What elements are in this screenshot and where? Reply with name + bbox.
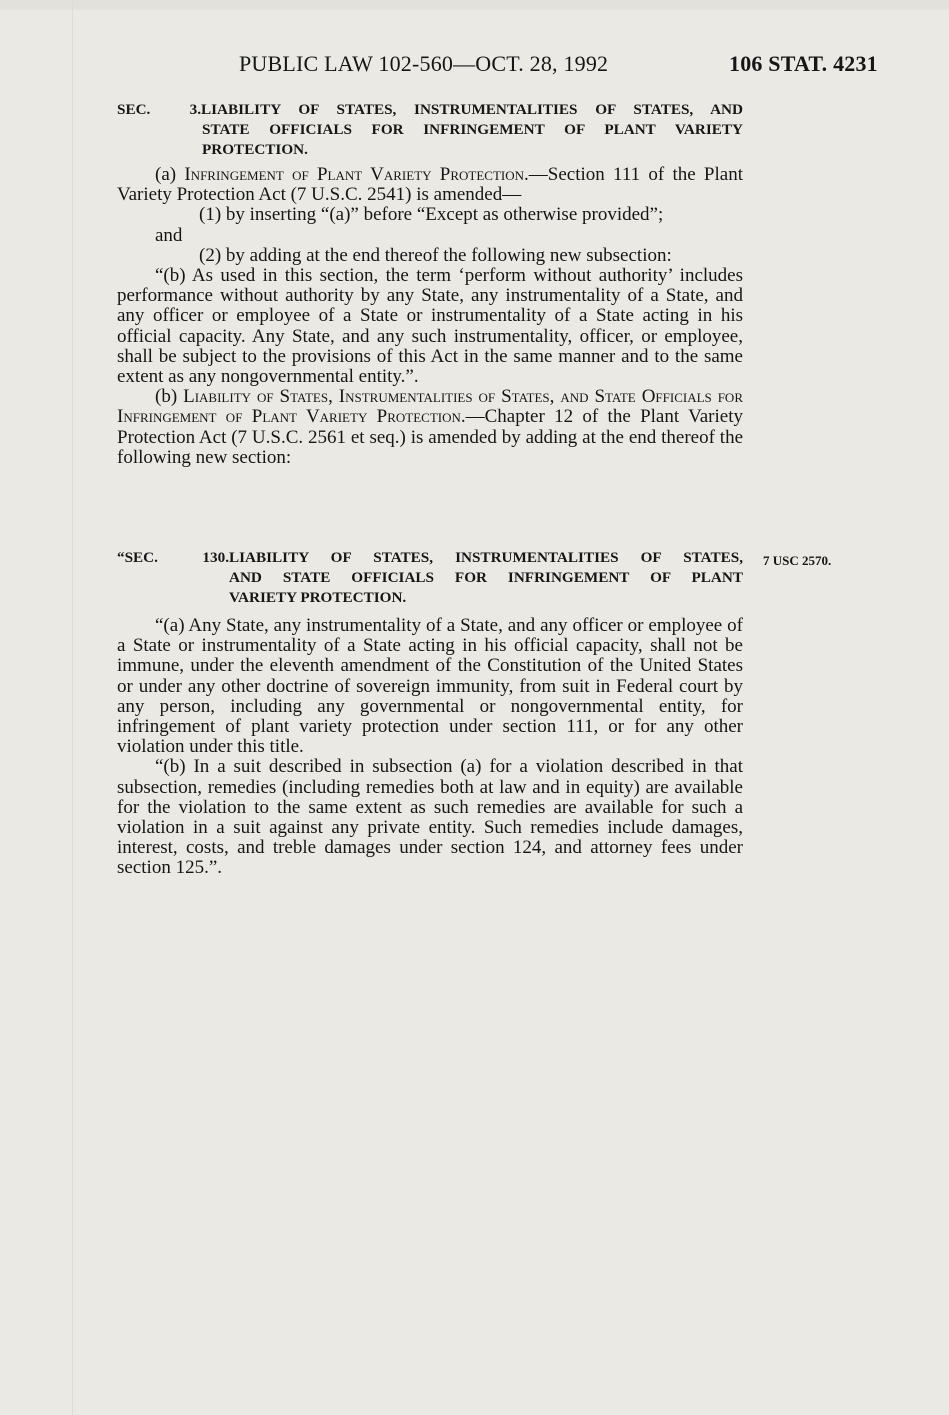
margin-note-usc: 7 USC 2570. [763,553,832,568]
page-header-stat: 106 STAT. 4231 [729,51,878,76]
sec130-heading [117,548,743,608]
para-b [117,387,743,468]
page-top-shadow [0,0,949,10]
para-a-block [117,165,743,468]
sec130-title-line3: VARIETY PROTECTION. [229,589,407,606]
sec130-title-line1: LIABILITY OF STATES, INSTRUMENTALITIES OF STATES, [229,549,743,566]
sec3-heading [117,100,743,160]
sec130-para-b: “(b) In a suit described in subsection (a) for a violation described in that subsection, remedies (including remedies both at law and in equity) are available for the violation to the same extent as such remedies are available for such a violation in a suit against any private entity. Such remedies include damages, interest, costs, and treble damages under section 124, and attorney fees under section 125.”. [117,756,743,879]
para-a-item1-cont: and [155,224,183,246]
sec3-number: SEC. 3. [117,101,201,118]
para-b-heading: Liability of States, Instrumentalities of States, and State Officials for Infringement of Plant Variety Protection [117,386,743,428]
sec3-title-line3: PROTECTION. [202,141,308,158]
sec130-body [117,616,743,879]
para-a-heading: Infringement of Plant Variety Protection [184,164,525,185]
sec3-title-line1: LIABILITY OF STATES, INSTRUMENTALITIES OF STATES, AND [201,101,743,118]
para-a-quote-b: “(b) As used in this section, the term ‘perform without authority’ includes performance without authority by any State, any instrumentality of a State, and any officer or employee of a State or instrumentality of a State acting in his official capacity. Any State, and any such instrumentality, officer, or employee, shall be subject to the provisions of this Act in the same manner and to the same extent as any nongovernmental entity.”. [117,265,743,388]
sec130-para-a: “(a) Any State, any instrumentality of a State, and any officer or employee of a State or instrumentality of a State acting in his official capacity, shall not be immune, under the eleventh amendment of the Constitution of the United States or under any other doctrine of sovereign immunity, from suit in Federal court by any person, including any governmental or nongovernmental entity, for infringement of plant variety protection under section 111, or for any other violation under this title. [117,615,743,758]
sec130-number: “SEC. 130. [117,549,229,566]
para-b-text: .—Chapter 12 of the Plant Variety Protection Act (7 U.S.C. 2561 et seq.) is amended by adding at the end thereof the following new section: [117,406,743,468]
page-edge-line [72,0,73,1415]
para-a-text: .—Section 111 of the Plant Variety Protection Act (7 U.S.C. 2541) is amended— [117,164,743,206]
sec130-title-line2: AND STATE OFFICIALS FOR INFRINGEMENT OF PLANT [229,569,743,586]
para-b-label: (b) [155,386,184,408]
page-header-title: PUBLIC LAW 102-560—OCT. 28, 1992 [239,51,609,76]
para-a-label: (a) [155,164,185,185]
para-a-item1: (1) by inserting “(a)” before “Except as otherwise provided”; [199,204,664,226]
para-a-intro [117,165,743,205]
sec3-title-line2: STATE OFFICIALS FOR INFRINGEMENT OF PLANT VARIETY [202,121,743,138]
para-a-item2: (2) by adding at the end thereof the following new subsection: [199,244,672,266]
